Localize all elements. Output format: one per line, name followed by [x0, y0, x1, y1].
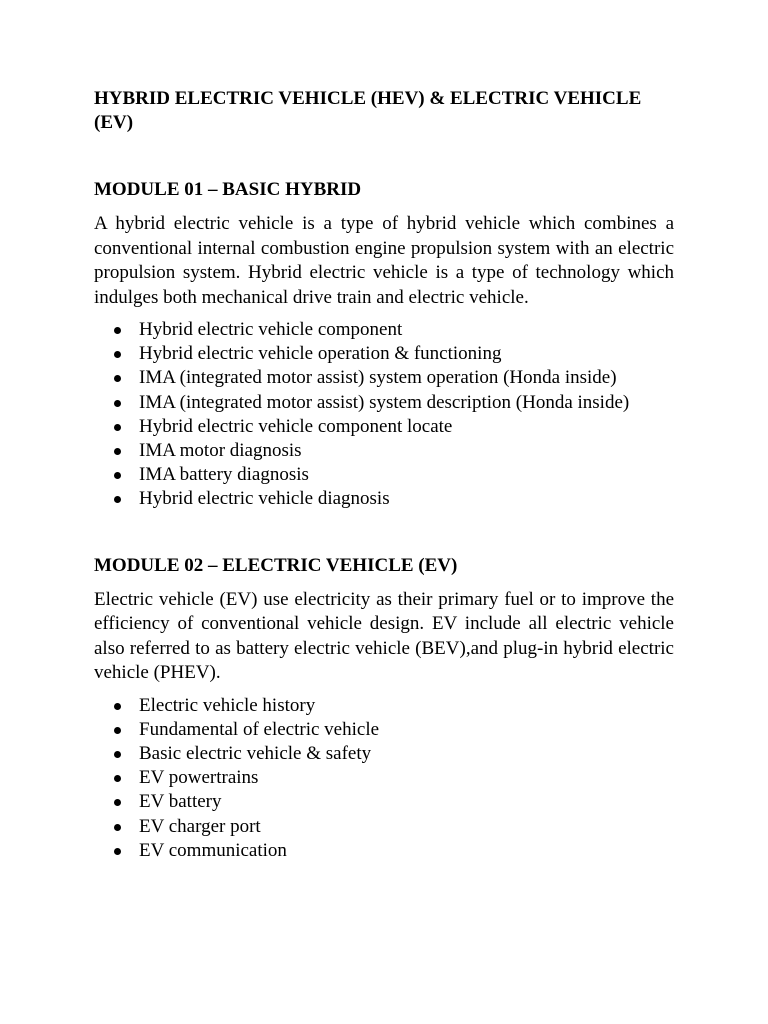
list-item: Hybrid electric vehicle operation & functioning — [94, 342, 674, 366]
bullet-icon — [114, 327, 121, 334]
bullet-icon — [114, 448, 121, 455]
list-item: IMA (integrated motor assist) system operation (Honda inside) — [94, 366, 674, 390]
bullet-icon — [114, 351, 121, 358]
list-item: Fundamental of electric vehicle — [94, 718, 674, 742]
bullet-icon — [114, 472, 121, 479]
bullet-icon — [114, 751, 121, 758]
list-item: Hybrid electric vehicle component — [94, 318, 674, 342]
list-item: Hybrid electric vehicle component locate — [94, 415, 674, 439]
module-01-heading: MODULE 01 – BASIC HYBRID — [94, 179, 362, 200]
module-02-list — [94, 694, 674, 863]
list-item: Hybrid electric vehicle diagnosis — [94, 487, 674, 511]
list-item: EV powertrains — [94, 766, 674, 790]
module-02-heading: MODULE 02 – ELECTRIC VEHICLE (EV) — [94, 554, 458, 576]
bullet-icon — [114, 375, 121, 382]
bullet-icon — [114, 424, 121, 431]
bullet-icon — [114, 496, 121, 503]
list-item: EV communication — [94, 839, 674, 863]
bullet-icon — [114, 727, 121, 734]
list-item: IMA battery diagnosis — [94, 463, 674, 487]
bullet-icon — [114, 703, 121, 710]
list-item: IMA (integrated motor assist) system description (Honda inside) — [94, 391, 674, 415]
bullet-icon — [114, 848, 121, 855]
module-02-paragraph: Electric vehicle (EV) use electricity as their primary fuel or to improve the efficiency of conventional vehicle design. EV include all electric vehicle also referred to as battery electric vehicle (BEV),and plug-in hybrid electric vehicle (PHEV). — [94, 588, 674, 684]
module-01-paragraph: A hybrid electric vehicle is a type of hybrid vehicle which combines a conventional internal combustion engine propulsion system with an electric propulsion system. Hybrid electric vehicle is a type of technology which indulges both mechanical drive train and electric vehicle. — [94, 213, 674, 308]
list-item: Basic electric vehicle & safety — [94, 742, 674, 766]
bullet-icon — [114, 824, 121, 831]
bullet-icon — [114, 775, 121, 782]
bullet-icon — [114, 799, 121, 806]
module-01-list — [94, 318, 674, 512]
list-item: EV charger port — [94, 815, 674, 839]
bullet-icon — [114, 400, 121, 407]
document-page — [94, 87, 674, 863]
document-title: HYBRID ELECTRIC VEHICLE (HEV) & ELECTRIC VEHICLE (EV) — [94, 88, 642, 133]
list-item: Electric vehicle history — [94, 694, 674, 718]
list-item: EV battery — [94, 790, 674, 814]
list-item: IMA motor diagnosis — [94, 439, 674, 463]
